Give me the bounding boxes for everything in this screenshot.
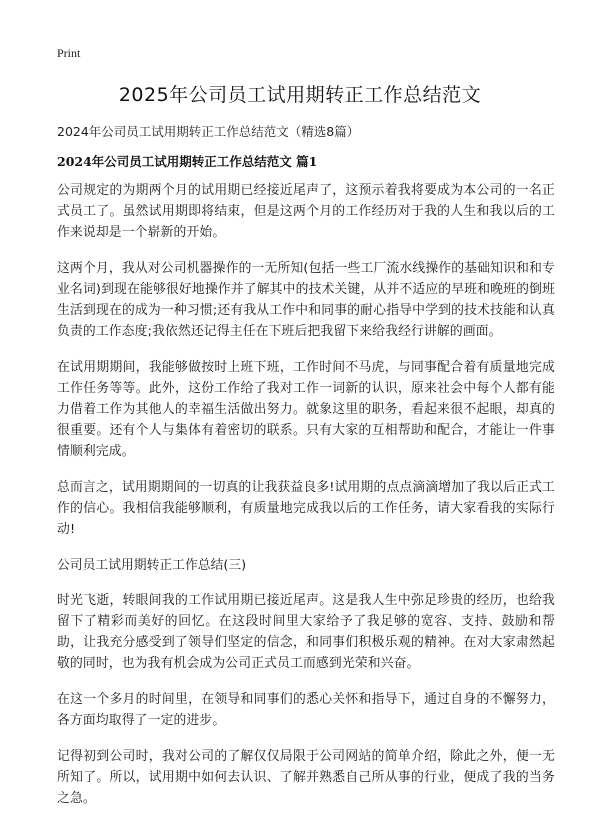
- page-title: 2025年公司员工试用期转正工作总结范文: [118, 84, 482, 106]
- paragraph: 在这一个多月的时间里，在领导和同事们的悉心关怀和指导下，通过自身的不懈努力，各方面均取得了一定的进步。: [57, 692, 555, 728]
- paragraph: 总而言之，试用期期间的一切真的让我获益良多!试用期的点点滴滴增加了我以后正式工作的信心。我相信我能够顺利，有质量地完成我以后的工作任务，请大家看我的实际行动!: [57, 480, 555, 537]
- page-subtitle: 2024年公司员工试用期转正工作总结范文（精选8篇）: [57, 124, 360, 139]
- print-link[interactable]: Print: [57, 46, 81, 60]
- paragraph: 记得初到公司时，我对公司的了解仅仅局限于公司网站的简单介绍，除此之外，便一无所知了。所以，试用期中如何去认识、了解并熟悉自己所从事的行业，便成了我的当务之急。: [57, 749, 555, 806]
- paragraph: 这两个月，我从对公司机器操作的一无所知(包括一些工厂流水线操作的基础知识和和专业名词)到现在能够很好地操作并了解其中的技术关键，从并不适应的早班和晚班的倒班生活到现在的成为一种习惯;还有我从工作中和同事的耐心指导中学到的技术技能和认真负责的工作态度;我依然还记得主任在下班后把我留下来给我经行讲解的画面。: [57, 261, 555, 339]
- section-heading: 2024年公司员工试用期转正工作总结范文 篇1: [57, 154, 318, 169]
- section-heading: 公司员工试用期转正工作总结(三): [57, 558, 247, 573]
- paragraph: 公司规定的为期两个月的试用期已经接近尾声了，这预示着我将要成为本公司的一名正式员工了。虽然试用期即将结束，但是这两个月的工作经历对于我的人生和我以后的工作来说却是一个崭新的开始。: [57, 183, 555, 240]
- paragraph: 时光飞逝，转眼间我的工作试用期已接近尾声。这是我人生中弥足珍贵的经历，也给我留下了精彩而美好的回忆。在这段时间里大家给予了我足够的宽容、支持、鼓励和帮助，让我充分感受到了领导们坚定的信念，和同事们积极乐观的精神。在对大家肃然起敬的同时，也为我有机会成为公司正式员工而感到光荣和兴奋。: [57, 593, 555, 671]
- paragraph: 在试用期期间，我能够做按时上班下班，工作时间不马虎，与同事配合着有质量地完成工作任务等等。此外，这份工作给了我对工作一词新的认识，原来社会中每个人都有能力借着工作为其他人的幸福生活做出努力。就象这里的职务，看起来很不起眼，却真的很重要。还有个人与集体有着密切的联系。只有大家的互相帮助和配合，才能让一件事情顺利完成。: [57, 360, 555, 459]
- article-body: [57, 180, 555, 824]
